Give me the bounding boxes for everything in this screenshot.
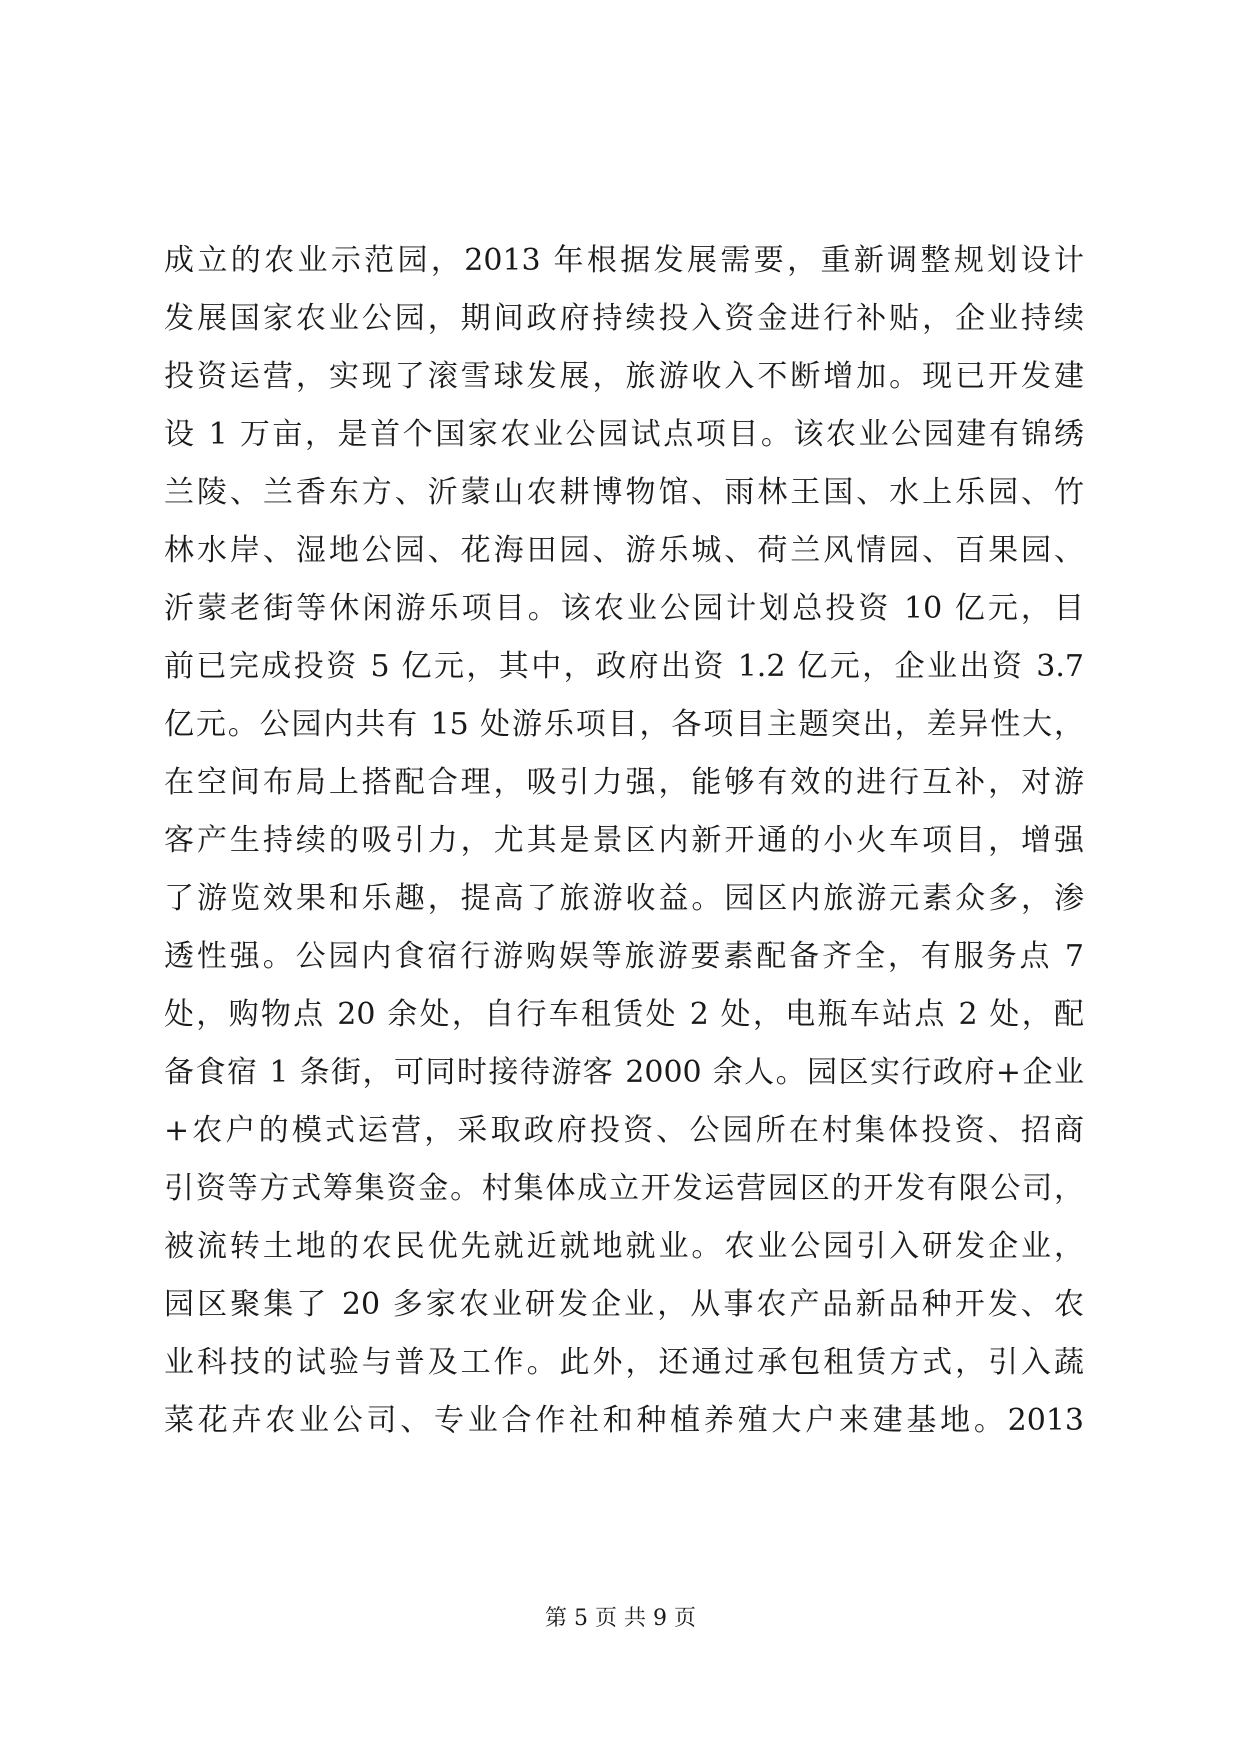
text-line: 客产生持续的吸引力，尤其是景区内新开通的小火车项目，增强 xyxy=(164,823,1084,858)
text-line: 沂蒙老街等休闲游乐项目。该农业公园计划总投资 10 亿元，目 xyxy=(164,591,1084,626)
text-line: 成立的农业示范园，2013 年根据发展需要，重新调整规划设计 xyxy=(164,243,1084,278)
text-line: 林水岸、湿地公园、花海田园、游乐城、荷兰风情园、百果园、 xyxy=(164,533,1084,568)
text-line: 兰陵、兰香东方、沂蒙山农耕博物馆、雨林王国、水上乐园、竹 xyxy=(164,475,1084,510)
text-line: 前已完成投资 5 亿元，其中，政府出资 1.2 亿元，企业出资 3.7 xyxy=(164,649,1084,684)
text-line: 发展国家农业公园，期间政府持续投入资金进行补贴，企业持续 xyxy=(164,301,1084,336)
text-line: 了游览效果和乐趣，提高了旅游收益。园区内旅游元素众多，渗 xyxy=(164,881,1084,916)
text-line: 菜花卉农业公司、专业合作社和种植养殖大户来建基地。2013 xyxy=(164,1403,1084,1438)
text-line: 引资等方式筹集资金。村集体成立开发运营园区的开发有限公司， xyxy=(164,1171,1084,1206)
text-line: 设 1 万亩，是首个国家农业公园试点项目。该农业公园建有锦绣 xyxy=(164,417,1084,452)
text-line: 亿元。公园内共有 15 处游乐项目，各项目主题突出，差异性大， xyxy=(164,707,1084,742)
text-line: 投资运营，实现了滚雪球发展，旅游收入不断增加。现已开发建 xyxy=(164,359,1084,394)
text-line: 备食宿 1 条街，可同时接待游客 2000 余人。园区实行政府+企业 xyxy=(164,1055,1084,1090)
page-number-footer: 第 5 页 共 9 页 xyxy=(545,1606,696,1631)
text-line: 被流转土地的农民优先就近就地就业。农业公园引入研发企业， xyxy=(164,1229,1084,1264)
text-line: 在空间布局上搭配合理，吸引力强，能够有效的进行互补，对游 xyxy=(164,765,1084,800)
text-line: 处，购物点 20 余处，自行车租赁处 2 处，电瓶车站点 2 处，配 xyxy=(164,997,1084,1032)
text-line: 园区聚集了 20 多家农业研发企业，从事农产品新品种开发、农 xyxy=(164,1287,1084,1322)
text-line: 透性强。公园内食宿行游购娱等旅游要素配备齐全，有服务点 7 xyxy=(164,939,1084,974)
text-line: +农户的模式运营，采取政府投资、公园所在村集体投资、招商 xyxy=(164,1113,1084,1148)
text-line: 业科技的试验与普及工作。此外，还通过承包租赁方式，引入蔬 xyxy=(164,1345,1084,1380)
body-paragraph xyxy=(164,232,1084,1450)
